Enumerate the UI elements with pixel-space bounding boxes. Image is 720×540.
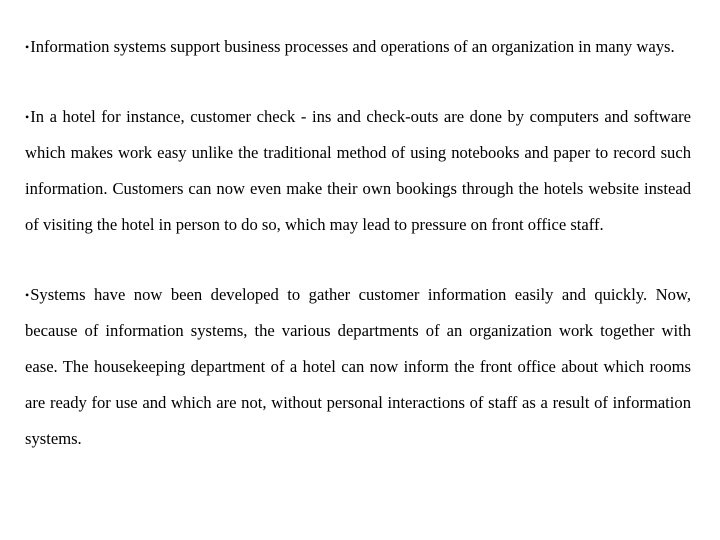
bullet-icon: •: [25, 110, 30, 124]
bullet-text-2: In a hotel for instance, customer check - ins and check-outs are done by computers and software which makes work easy unlike the traditional method of using notebooks and paper to record such information. Customers can now even make their own bookings through the hotels website instead of visiting the hotel in person to do so, which may lead to pressure on front office staff.: [25, 107, 691, 234]
bullet-icon: •: [25, 288, 30, 302]
bullet-paragraph-1: [25, 29, 691, 65]
bullet-icon: •: [25, 40, 30, 54]
bullet-text-1: Information systems support business processes and operations of an organization in many ways.: [30, 37, 675, 56]
bullet-paragraph-2: [25, 99, 691, 243]
bullet-paragraph-3: [25, 277, 691, 457]
bullet-text-3: Systems have now been developed to gather customer information easily and quickly. Now, because of information systems, the various departments of an organization work together with ease. The housekeeping department of a hotel can now inform the front office about which rooms are ready for use and which are not, without personal interactions of staff as a result of information systems.: [25, 285, 691, 448]
